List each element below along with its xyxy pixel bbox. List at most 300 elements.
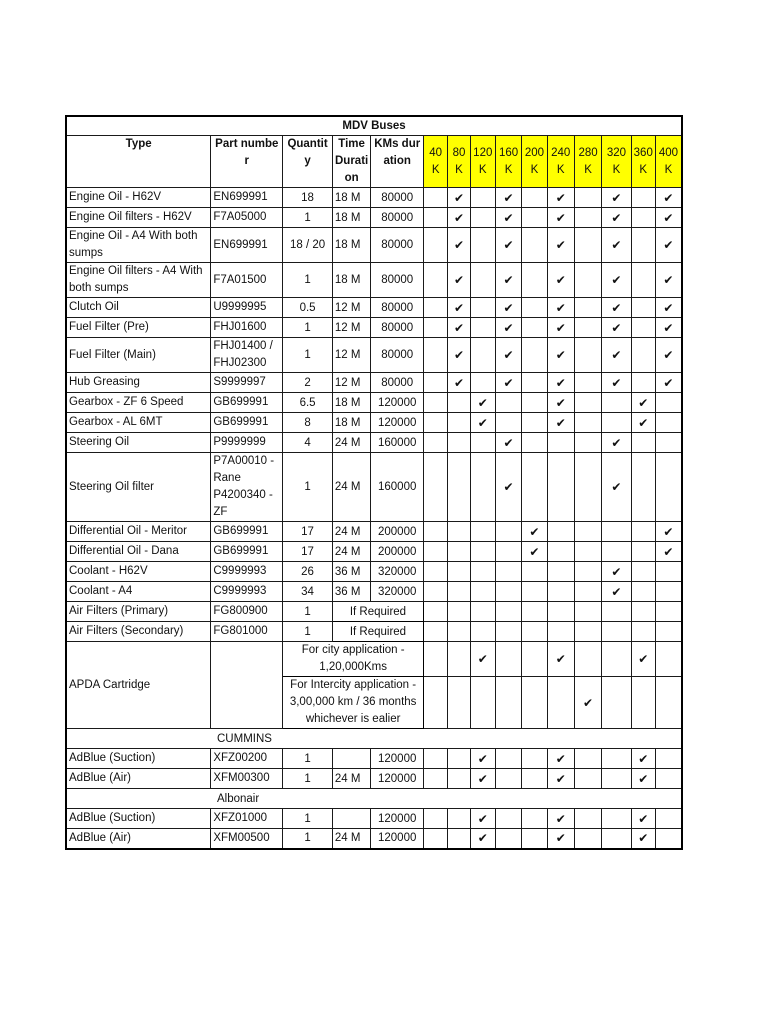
check-mark: ✔ [602, 208, 631, 228]
check-mark: ✔ [547, 208, 574, 228]
empty-interval-cell [522, 393, 547, 413]
empty-interval-cell [495, 393, 521, 413]
empty-interval-cell [470, 542, 495, 562]
part-number: U9999995 [211, 298, 283, 318]
item-type: Engine Oil - A4 With both sumps [66, 228, 211, 263]
empty-interval-cell [574, 373, 601, 393]
kms-duration: 160000 [371, 453, 424, 522]
check-mark: ✔ [448, 338, 470, 373]
check-mark: ✔ [631, 393, 655, 413]
empty-interval-cell [424, 298, 448, 318]
check-mark: ✔ [655, 188, 682, 208]
empty-interval-cell [448, 622, 470, 642]
empty-interval-cell [631, 298, 655, 318]
empty-interval-cell [574, 453, 601, 522]
item-type: Engine Oil filters - H62V [66, 208, 211, 228]
time-duration: 18 M [332, 228, 370, 263]
kms-duration: 120000 [371, 413, 424, 433]
check-mark: ✔ [655, 263, 682, 298]
empty-interval-cell [547, 562, 574, 582]
empty-interval-cell [522, 642, 547, 677]
empty-interval-cell [574, 602, 601, 622]
empty-interval-cell [522, 433, 547, 453]
check-mark: ✔ [448, 373, 470, 393]
table-row [66, 622, 682, 642]
interval-header: 80 K [448, 136, 470, 188]
kms-duration: 160000 [371, 433, 424, 453]
time-duration: 24 M [332, 433, 370, 453]
empty-interval-cell [602, 393, 631, 413]
check-mark: ✔ [602, 188, 631, 208]
empty-interval-cell [602, 622, 631, 642]
empty-interval-cell [574, 522, 601, 542]
empty-interval-cell [522, 562, 547, 582]
empty-interval-cell [602, 829, 631, 849]
check-mark: ✔ [655, 318, 682, 338]
quantity: 1 [283, 263, 333, 298]
empty-interval-cell [655, 562, 682, 582]
empty-interval-cell [470, 338, 495, 373]
check-mark: ✔ [602, 263, 631, 298]
empty-interval-cell [470, 602, 495, 622]
empty-interval-cell [631, 453, 655, 522]
part-number: XFM00300 [211, 769, 283, 789]
empty-interval-cell [495, 602, 521, 622]
empty-interval-cell [448, 642, 470, 677]
empty-interval-cell [574, 582, 601, 602]
time-duration: 12 M [332, 298, 370, 318]
empty-interval-cell [424, 542, 448, 562]
empty-interval-cell [602, 809, 631, 829]
interval-header: 40 K [424, 136, 448, 188]
table-row [66, 522, 682, 542]
quantity: 1 [283, 318, 333, 338]
empty-interval-cell [602, 769, 631, 789]
time-duration: 24 M [332, 542, 370, 562]
empty-interval-cell [602, 642, 631, 677]
empty-interval-cell [602, 677, 631, 729]
interval-header: 200 K [522, 136, 547, 188]
empty-interval-cell [424, 769, 448, 789]
quantity: 1 [283, 208, 333, 228]
empty-interval-cell [574, 433, 601, 453]
time-duration: 24 M [332, 453, 370, 522]
empty-interval-cell [547, 602, 574, 622]
part-number: P7A00010 - Rane P4200340 - ZF [211, 453, 283, 522]
check-mark: ✔ [602, 338, 631, 373]
kms-duration: 80000 [371, 263, 424, 298]
empty-interval-cell [574, 829, 601, 849]
empty-interval-cell [495, 677, 521, 729]
check-mark: ✔ [448, 208, 470, 228]
time-header: Time Duration [332, 136, 370, 188]
apda-intercity-note: For Intercity application - 3,00,000 km / 36 months whichever is ealier [283, 677, 424, 729]
empty-interval-cell [574, 542, 601, 562]
empty-interval-cell [424, 642, 448, 677]
empty-interval-cell [522, 373, 547, 393]
part-number: EN699991 [211, 188, 283, 208]
empty-interval-cell [424, 228, 448, 263]
empty-interval-cell [522, 228, 547, 263]
item-type: Engine Oil - H62V [66, 188, 211, 208]
item-type: Hub Greasing [66, 373, 211, 393]
item-type: AdBlue (Suction) [66, 749, 211, 769]
check-mark: ✔ [574, 677, 601, 729]
check-mark: ✔ [631, 809, 655, 829]
check-mark: ✔ [655, 338, 682, 373]
empty-interval-cell [631, 542, 655, 562]
empty-interval-cell [547, 542, 574, 562]
part-number: GB699991 [211, 522, 283, 542]
empty-interval-cell [424, 453, 448, 522]
part-number: XFM00500 [211, 829, 283, 849]
check-mark: ✔ [547, 642, 574, 677]
empty-interval-cell [574, 298, 601, 318]
check-mark: ✔ [547, 393, 574, 413]
part-number: GB699991 [211, 393, 283, 413]
check-mark: ✔ [470, 393, 495, 413]
empty-interval-cell [655, 642, 682, 677]
empty-interval-cell [574, 562, 601, 582]
interval-header: 320 K [602, 136, 631, 188]
check-mark: ✔ [655, 373, 682, 393]
if-required-note: If Required [332, 622, 423, 642]
quantity: 17 [283, 522, 333, 542]
empty-interval-cell [522, 677, 547, 729]
empty-interval-cell [631, 373, 655, 393]
empty-interval-cell [470, 318, 495, 338]
apda-type: APDA Cartridge [66, 642, 211, 729]
quantity: 1 [283, 453, 333, 522]
check-mark: ✔ [495, 263, 521, 298]
empty-interval-cell [631, 263, 655, 298]
check-mark: ✔ [495, 298, 521, 318]
empty-interval-cell [547, 433, 574, 453]
quantity: 6.5 [283, 393, 333, 413]
apda-city-note: For city application - 1,20,000Kms [283, 642, 424, 677]
time-duration: 18 M [332, 208, 370, 228]
check-mark: ✔ [448, 188, 470, 208]
kms-duration: 120000 [371, 809, 424, 829]
check-mark: ✔ [448, 228, 470, 263]
empty-interval-cell [495, 749, 521, 769]
section-row [66, 729, 682, 749]
empty-interval-cell [574, 263, 601, 298]
check-mark: ✔ [495, 338, 521, 373]
empty-interval-cell [602, 542, 631, 562]
empty-interval-cell [424, 318, 448, 338]
table-row [66, 338, 682, 373]
empty-interval-cell [602, 749, 631, 769]
kms-duration: 80000 [371, 228, 424, 263]
check-mark: ✔ [631, 642, 655, 677]
empty-interval-cell [470, 562, 495, 582]
empty-interval-cell [631, 602, 655, 622]
empty-interval-cell [522, 582, 547, 602]
part-number: F7A01500 [211, 263, 283, 298]
time-duration: 12 M [332, 373, 370, 393]
check-mark: ✔ [602, 228, 631, 263]
quantity: 17 [283, 542, 333, 562]
empty-interval-cell [470, 298, 495, 318]
part-number: C9999993 [211, 582, 283, 602]
kms-duration: 200000 [371, 522, 424, 542]
check-mark: ✔ [547, 188, 574, 208]
header-row [66, 136, 682, 188]
empty-interval-cell [424, 829, 448, 849]
empty-interval-cell [655, 582, 682, 602]
table-row [66, 413, 682, 433]
maintenance-schedule-sheet [65, 115, 683, 850]
check-mark: ✔ [547, 809, 574, 829]
item-type: Gearbox - ZF 6 Speed [66, 393, 211, 413]
empty-interval-cell [631, 228, 655, 263]
empty-interval-cell [655, 433, 682, 453]
empty-interval-cell [631, 677, 655, 729]
check-mark: ✔ [602, 373, 631, 393]
empty-interval-cell [470, 622, 495, 642]
time-duration: 36 M [332, 582, 370, 602]
quantity: 2 [283, 373, 333, 393]
empty-interval-cell [448, 769, 470, 789]
empty-interval-cell [522, 769, 547, 789]
item-type: Steering Oil filter [66, 453, 211, 522]
part-number: EN699991 [211, 228, 283, 263]
table-row [66, 809, 682, 829]
empty-interval-cell [495, 809, 521, 829]
kms-duration: 120000 [371, 769, 424, 789]
check-mark: ✔ [547, 769, 574, 789]
kms-header: KMs duration [371, 136, 424, 188]
empty-interval-cell [522, 749, 547, 769]
item-type: Clutch Oil [66, 298, 211, 318]
kms-duration: 80000 [371, 373, 424, 393]
part-number: GB699991 [211, 542, 283, 562]
item-type: AdBlue (Air) [66, 829, 211, 849]
part-number: FG801000 [211, 622, 283, 642]
time-duration: 12 M [332, 338, 370, 373]
table-row [66, 393, 682, 413]
empty-interval-cell [470, 677, 495, 729]
check-mark: ✔ [470, 749, 495, 769]
empty-interval-cell [424, 373, 448, 393]
empty-interval-cell [631, 562, 655, 582]
empty-interval-cell [522, 602, 547, 622]
part-number: S9999997 [211, 373, 283, 393]
apda-city-row [66, 642, 682, 677]
empty-interval-cell [631, 433, 655, 453]
empty-interval-cell [547, 622, 574, 642]
empty-interval-cell [522, 413, 547, 433]
empty-interval-cell [574, 208, 601, 228]
empty-interval-cell [574, 769, 601, 789]
empty-interval-cell [448, 562, 470, 582]
empty-interval-cell [448, 602, 470, 622]
quantity: 18 [283, 188, 333, 208]
check-mark: ✔ [495, 318, 521, 338]
time-duration: 18 M [332, 263, 370, 298]
quantity: 4 [283, 433, 333, 453]
item-type: Differential Oil - Meritor [66, 522, 211, 542]
check-mark: ✔ [495, 453, 521, 522]
empty-interval-cell [631, 522, 655, 542]
empty-interval-cell [547, 582, 574, 602]
part-number: XFZ00200 [211, 749, 283, 769]
empty-interval-cell [574, 228, 601, 263]
empty-interval-cell [631, 622, 655, 642]
empty-interval-cell [574, 622, 601, 642]
empty-interval-cell [522, 829, 547, 849]
empty-interval-cell [495, 522, 521, 542]
item-type: Fuel Filter (Pre) [66, 318, 211, 338]
item-type: Engine Oil filters - A4 With both sumps [66, 263, 211, 298]
time-duration [332, 809, 370, 829]
empty-interval-cell [424, 208, 448, 228]
empty-interval-cell [424, 393, 448, 413]
kms-duration: 120000 [371, 393, 424, 413]
item-type: Fuel Filter (Main) [66, 338, 211, 373]
empty-interval-cell [602, 413, 631, 433]
item-type: Differential Oil - Dana [66, 542, 211, 562]
title-row [66, 116, 682, 136]
check-mark: ✔ [547, 338, 574, 373]
table-row [66, 542, 682, 562]
empty-interval-cell [655, 602, 682, 622]
empty-interval-cell [655, 809, 682, 829]
quantity: 1 [283, 622, 333, 642]
empty-interval-cell [655, 622, 682, 642]
check-mark: ✔ [602, 562, 631, 582]
empty-interval-cell [522, 298, 547, 318]
table-row [66, 433, 682, 453]
empty-interval-cell [424, 749, 448, 769]
empty-interval-cell [448, 433, 470, 453]
empty-interval-cell [547, 677, 574, 729]
check-mark: ✔ [602, 433, 631, 453]
check-mark: ✔ [522, 542, 547, 562]
check-mark: ✔ [470, 413, 495, 433]
apda-blank [211, 642, 283, 729]
time-duration: 18 M [332, 413, 370, 433]
check-mark: ✔ [470, 829, 495, 849]
table-row [66, 582, 682, 602]
empty-interval-cell [631, 208, 655, 228]
table-row [66, 453, 682, 522]
table-row [66, 829, 682, 849]
kms-duration: 80000 [371, 188, 424, 208]
part-number: FG800900 [211, 602, 283, 622]
empty-interval-cell [495, 769, 521, 789]
empty-interval-cell [655, 453, 682, 522]
empty-interval-cell [547, 522, 574, 542]
empty-interval-cell [495, 562, 521, 582]
item-type: Air Filters (Primary) [66, 602, 211, 622]
time-duration: 18 M [332, 393, 370, 413]
quantity: 0.5 [283, 298, 333, 318]
empty-interval-cell [574, 642, 601, 677]
empty-interval-cell [470, 263, 495, 298]
table-row [66, 298, 682, 318]
empty-interval-cell [574, 188, 601, 208]
table-title: MDV Buses [66, 116, 682, 136]
empty-interval-cell [655, 769, 682, 789]
time-duration [332, 749, 370, 769]
time-duration: 24 M [332, 829, 370, 849]
check-mark: ✔ [655, 228, 682, 263]
table-row [66, 373, 682, 393]
empty-interval-cell [495, 829, 521, 849]
empty-interval-cell [470, 373, 495, 393]
item-type: AdBlue (Suction) [66, 809, 211, 829]
quantity: 1 [283, 829, 333, 849]
check-mark: ✔ [655, 298, 682, 318]
empty-interval-cell [631, 188, 655, 208]
time-duration: 36 M [332, 562, 370, 582]
check-mark: ✔ [495, 433, 521, 453]
check-mark: ✔ [547, 298, 574, 318]
check-mark: ✔ [602, 318, 631, 338]
quantity: 1 [283, 809, 333, 829]
check-mark: ✔ [547, 373, 574, 393]
check-mark: ✔ [547, 318, 574, 338]
empty-interval-cell [448, 413, 470, 433]
table-row [66, 769, 682, 789]
part-header: Part number [211, 136, 283, 188]
empty-interval-cell [655, 677, 682, 729]
table-row [66, 208, 682, 228]
interval-header: 280 K [574, 136, 601, 188]
empty-interval-cell [655, 393, 682, 413]
check-mark: ✔ [522, 522, 547, 542]
empty-interval-cell [574, 338, 601, 373]
empty-interval-cell [655, 749, 682, 769]
empty-interval-cell [424, 522, 448, 542]
empty-interval-cell [495, 413, 521, 433]
kms-duration: 320000 [371, 582, 424, 602]
interval-header: 240 K [547, 136, 574, 188]
empty-interval-cell [424, 188, 448, 208]
empty-interval-cell [522, 208, 547, 228]
empty-interval-cell [522, 809, 547, 829]
interval-header: 360 K [631, 136, 655, 188]
empty-interval-cell [470, 582, 495, 602]
empty-interval-cell [448, 582, 470, 602]
check-mark: ✔ [470, 809, 495, 829]
item-type: Gearbox - AL 6MT [66, 413, 211, 433]
empty-interval-cell [655, 829, 682, 849]
time-duration: 24 M [332, 522, 370, 542]
kms-duration: 80000 [371, 298, 424, 318]
part-number: GB699991 [211, 413, 283, 433]
if-required-note: If Required [332, 602, 423, 622]
kms-duration: 200000 [371, 542, 424, 562]
part-number: FHJ01600 [211, 318, 283, 338]
empty-interval-cell [602, 602, 631, 622]
kms-duration: 320000 [371, 562, 424, 582]
quantity: 1 [283, 338, 333, 373]
empty-interval-cell [522, 453, 547, 522]
empty-interval-cell [574, 393, 601, 413]
empty-interval-cell [631, 318, 655, 338]
quantity: 1 [283, 769, 333, 789]
check-mark: ✔ [495, 208, 521, 228]
empty-interval-cell [448, 749, 470, 769]
empty-interval-cell [424, 677, 448, 729]
kms-duration: 120000 [371, 749, 424, 769]
check-mark: ✔ [631, 749, 655, 769]
empty-interval-cell [470, 453, 495, 522]
check-mark: ✔ [631, 769, 655, 789]
